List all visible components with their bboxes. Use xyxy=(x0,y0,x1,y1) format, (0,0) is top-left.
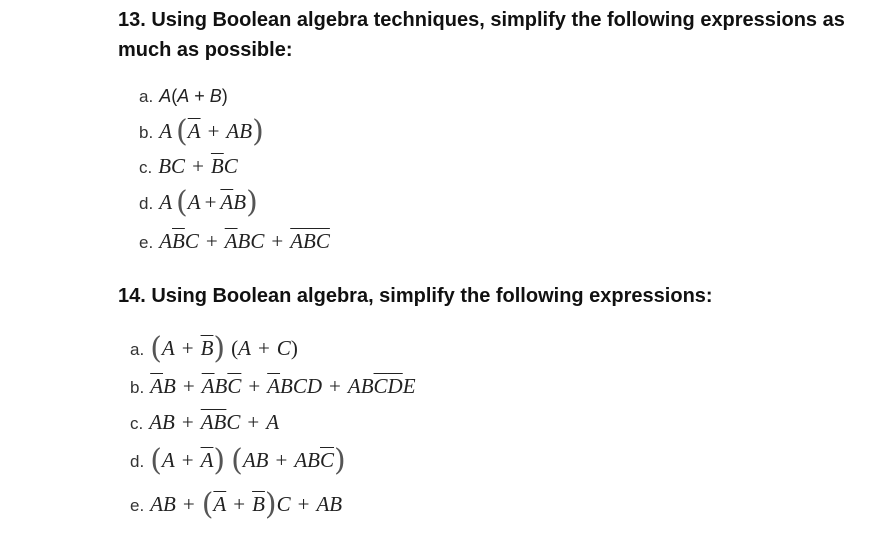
q13-item-c-label: c. xyxy=(139,158,153,177)
q14-item-c-label: c. xyxy=(130,414,144,433)
q14-item-d-label: d. xyxy=(130,452,145,471)
q14-item-b-label: b. xyxy=(130,378,145,397)
q13-item-a: a. A ( A + B ) xyxy=(139,86,228,106)
q13-item-d: d. A ( A + $\overline{A}B$ ) xyxy=(139,185,258,220)
q13-item-e: e. $A\overline{B}C$ + $\overline{A}BC$ + $\overline{ABC}$ xyxy=(139,229,330,253)
q13-item-a-label: a. xyxy=(139,87,154,106)
q14-item-a-label: a. xyxy=(130,340,145,359)
q14-item-d: d. ( A + $\overline{A}$ ) ( AB + $AB\overline{C}$ ) xyxy=(130,443,346,478)
question-14-heading: 14. Using Boolean algebra, simplify the following expressions: xyxy=(118,285,713,307)
question-13-heading: 13. Using Boolean algebra techniques, simplify the following expressions as much as possible: xyxy=(118,9,845,61)
q14-item-e: e. AB + ( $\overline{A}$ + $\overline{B}$ ) C + AB xyxy=(130,487,343,522)
q14-item-c: c. AB + $\overline{AB}C$ + A xyxy=(130,410,280,434)
q13-item-d-label: d. xyxy=(139,194,154,213)
q14-item-e-label: e. xyxy=(130,496,145,515)
q13-item-c: c. BC + $\overline{B}C$ xyxy=(139,154,238,178)
q14-item-a: a. ( A + $\overline{B}$ ) ( A + C ) xyxy=(130,331,298,366)
q13-item-b-label: b. xyxy=(139,123,154,142)
q13-item-b: b. A ( $\overline{A}$ + AB ) xyxy=(139,114,264,149)
q13-item-e-label: e. xyxy=(139,233,154,252)
q14-item-b: b. $\overline{A}B$ + $\overline{A}B\overline{C}$ + $\overline{A}BCD$ + $AB\overline{C}\overline{D}E$ xyxy=(130,374,416,398)
